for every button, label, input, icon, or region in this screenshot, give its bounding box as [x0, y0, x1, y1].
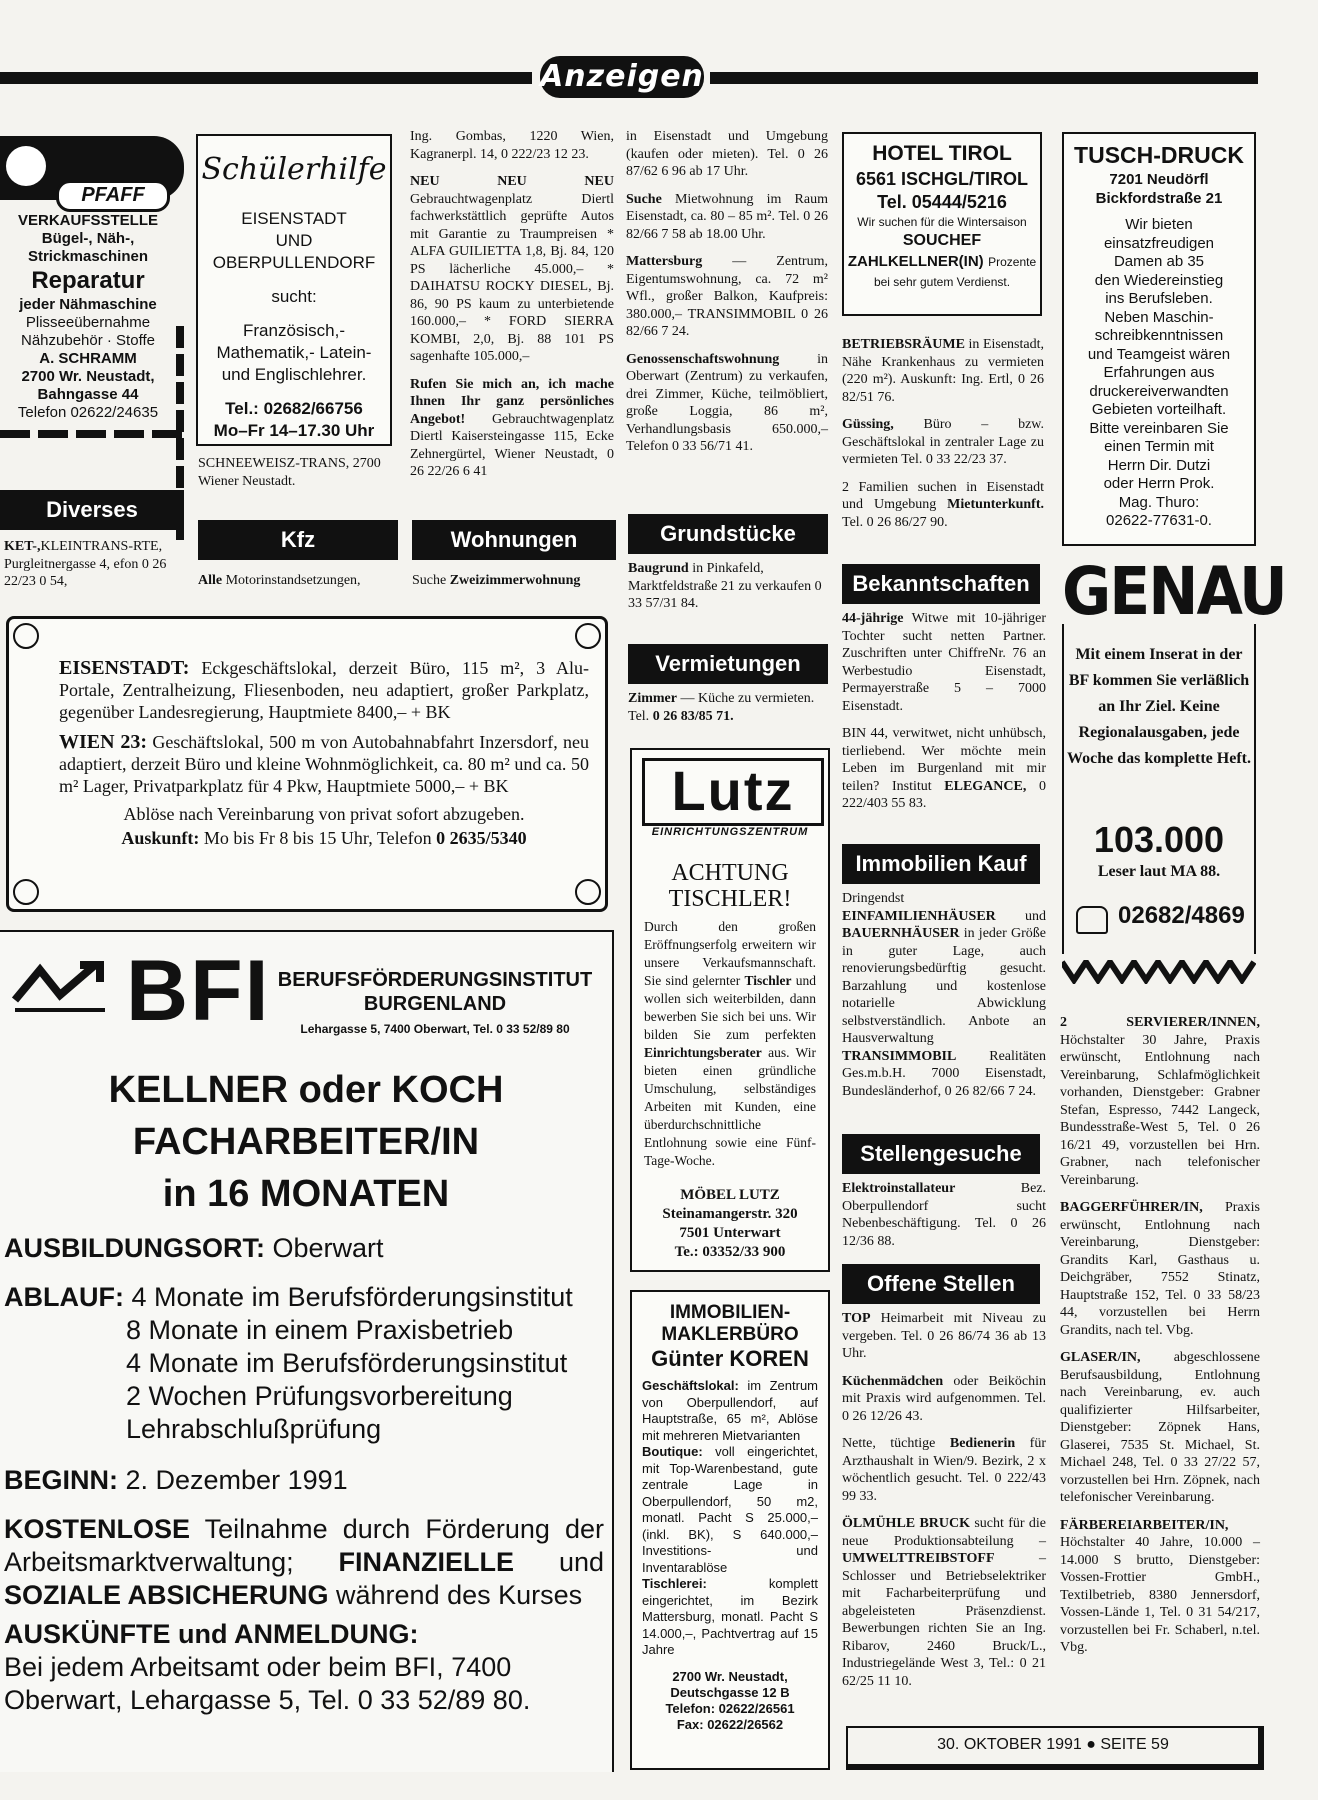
masthead-title: Anzeigen: [540, 56, 704, 98]
koren-item: Geschäftslokal: im Zentrum von Oberpullendorf, auf Hauptstraße, 65 m², Ablöse mit mehreren Mietvarianten: [642, 1378, 818, 1443]
tusch-body-line: Neben Maschin-: [1104, 308, 1214, 326]
hotel-line: SOUCHEF: [902, 232, 982, 249]
section-header-wohnungen: Wohnungen: [412, 520, 616, 560]
lutz-footer: [632, 1186, 828, 1262]
tusch-body-line: 02622-77631-0.: [1106, 512, 1212, 529]
genau-count-sub: Leser laut MA 88.: [1097, 863, 1221, 880]
hotel-line: ZAHLKELLNER(IN): [847, 253, 984, 270]
bfi-header: [270, 968, 600, 1042]
section-header-stellengesuche: Stellengesuche: [842, 1134, 1040, 1174]
col3-item: NEU NEU NEU Gebrauchtwagenplatz Diertl fachwerkstättlich geprüfte Autos mit Garantie zu Traumpreisen * ALFA GUILIETTA 1,8, Bj. 84, 120 PS lächerliche 45.000,– * DAIHATSU ROCKY DIESEL, Bj. 86, 90 PS kaum zu unterbietende 160.000,– * FORD SIERRA KOMBI, 2,0, Bj. 88 101 PS sagenhafte 105.000,–: [410, 174, 614, 364]
hotel-small: Prozente bei sehr gutem Verdienst.: [873, 255, 1037, 289]
schuelerhilfe-line: Mo–Fr 14–17.30 Uhr: [213, 421, 375, 440]
wohnungen-text: Suche Zweizimmerwohnung: [412, 573, 581, 588]
bfi-address: Lehargasse 5, 7400 Oberwart, Tel. 0 33 52/89 80: [300, 1022, 570, 1036]
col4-item: Mattersburg — Zentrum, Eigentumswohnung, ca. 72 m² Wfl., großer Balkon, Kaufpreis: 380.000,– TRANSIMMOBIL 0 26 82/66 7 24.: [626, 254, 828, 339]
hotel-line: HOTEL TIROL: [872, 142, 1012, 165]
bekanntschaften-text: [842, 610, 1046, 823]
bfi-header-line: BURGENLAND: [363, 993, 507, 1015]
lutz-footer-line: Te.: 03352/33 900: [674, 1244, 786, 1260]
col6-text: [1060, 1014, 1260, 1667]
offene-stellen-item: Nette, tüchtige Bedienerin für Arzthaushalt in Wien/9. Bezirk, 2 x wöchentlich gesucht. Tel. 0 222/43 99 33.: [842, 1436, 1046, 1504]
offene-stellen-item: TOP Heimarbeit mit Niveau zu vergeben. Tel. 0 26 86/74 36 ab 13 Uhr.: [842, 1311, 1046, 1361]
col6-item: FÄRBEREIARBEITER/IN, Höchstalter 40 Jahre, 10.000 – 14.000 S brutto, Dienstgeber: Vossen-Frottier GmbH., Textilbetrieb, 8380 Jennersdorf, Vossen-Lände 1, Tel. 0 31 54/217, vorzustellen bei Fr. Schaberl, n.tel. Vbg.: [1060, 1517, 1260, 1655]
lutz-body: Durch den großen Eröffnungserfolg erweitern wir unsere Verkaufsmannschaft. Sie sind gelernter Tischler und wollen sich weiterbilden, dann bewerben Sie sich bei uns. Wir bilden Sie zum perfekten Einrichtungsberater aus. Wir bieten einen gründliche Umschulung, selbständiges Arbeiten mit Kunden, eine überdurchschnittliche Entlohnung sowie eine Fünf-Tage-Woche.: [644, 919, 817, 1168]
koren-footer-line: 2700 Wr. Neustadt,: [672, 1668, 788, 1684]
bfi-headline-line: KELLNER oder KOCH: [108, 1069, 504, 1111]
bfi-headline-line: in 16 MONATEN: [162, 1173, 450, 1215]
genau-zigzag: [1062, 960, 1256, 984]
offene-stellen-item: ÖLMÜHLE BRUCK sucht für die neue Produktionsabteilung – UMWELTTREIBSTOFF – Schlosser und Betriebselektriker mit Facharbeiterprüfung und abgeleisteten Präsenzdienst. Bewerbungen richten Sie an Ing. Ribarov, 2460 Bruck/L., Industriegelände West 3, Tel.: 0 21 62/25 11 10.: [842, 1516, 1046, 1689]
genau-title: GENAU: [1062, 553, 1286, 631]
corner-ornament-icon: [13, 623, 39, 649]
pfaff-line: Plisseeübernahme: [25, 314, 151, 331]
hotel-line: Tel. 05444/5216: [877, 192, 1007, 212]
bfi-ablauf-line: 4 Monate im Berufsförderungsinstitut: [126, 1348, 568, 1378]
schuelerhilfe-line: Tel.: 02682/66756: [225, 399, 363, 418]
koren-footer-line: Telefon: 02622/26561: [665, 1700, 795, 1716]
tusch-body-line: Damen ab 35: [1113, 253, 1205, 270]
tusch-body-line: ins Berufsleben.: [1105, 290, 1213, 307]
lutz-head-line: TISCHLER!: [668, 886, 792, 912]
tusch-druck-ad: [1062, 132, 1256, 546]
corner-ornament-icon: [13, 879, 39, 905]
col4-text: [626, 128, 828, 466]
section-header-offene-stellen: Offene Stellen: [842, 1264, 1040, 1304]
tusch-line: Bickfordstraße 21: [1095, 190, 1223, 207]
col4-item: Suche Mietwohnung im Raum Eisenstadt, ca. 80 – 85 m². Tel. 0 26 82/66 7 58 ab 18.00 Uhr.: [626, 191, 828, 242]
pfaff-line: VERKAUFSSTELLE: [17, 212, 158, 229]
tusch-body-line: und Teamgeist wären: [1087, 345, 1231, 363]
tusch-body-line: Bitte vereinbaren Sie: [1089, 419, 1229, 437]
col5-item: BETRIEBSRÄUME in Eisenstadt, Nähe Krankenhaus zu vermieten (220 m²). Auskunft: Ing. Ertl, 0 26 82/51 76.: [842, 337, 1044, 405]
schuelerhilfe-line: sucht:: [271, 287, 317, 306]
schuelerhilfe-ad: [196, 134, 392, 446]
schuelerhilfe-line: und Englischlehrer.: [221, 365, 367, 384]
eisenstadt-p3: Ablöse nach Vereinbarung von privat sofort abzugeben.: [123, 804, 525, 824]
tusch-body-line: schreibkenntnissen: [1094, 327, 1224, 344]
col5-top-text: [842, 336, 1044, 541]
section-header-kfz: Kfz: [198, 520, 398, 560]
lutz-head-line: ACHTUNG: [671, 860, 789, 886]
kfz-text: Alle Motorinstandsetzungen,: [198, 573, 361, 588]
tusch-body-line: Mag. Thuro:: [1118, 493, 1200, 511]
genau-ad: [1062, 553, 1286, 1000]
bfi-ablauf-line: Lehrabschlußprüfung: [126, 1414, 382, 1444]
pfaff-headline: Reparatur: [31, 267, 145, 294]
col6-item: 2 SERVIERER/INNEN, Höchstalter 30 Jahre, Praxis erwünscht, Entlohnung nach Vereinbarung, Schlafmöglichkeit vorhanden, Dienstgeber: Grabner Stefan, Espresso, 7442 Langeck, Bundesstraße-West 5, Tel. 0 26 16/21 49, vorzustellen bei Hrn. Grabner, nach telefonischer Vereinbarung.: [1060, 1015, 1260, 1188]
schneeweisz-text: SCHNEEWEISZ-TRANS, 2700 Wiener Neustadt.: [198, 456, 381, 489]
bfi-auskunft-label: AUSKÜNFTE und ANMELDUNG:: [4, 1619, 419, 1649]
pfaff-line: 2700 Wr. Neustadt,: [21, 368, 155, 385]
amv-logo-svg: [10, 960, 110, 1020]
bfi-ablauf-line: 8 Monate in einem Praxisbetrieb: [126, 1315, 514, 1345]
footer-page: SEITE 59: [1100, 1736, 1169, 1753]
bekanntschaften-item: BIN 44, verwitwet, nicht unhübsch, tierliebend. Wer möchte mein Leben im Burgenland mit mir teilen? Institut ELEGANCE, 0 222/403 55 83.: [842, 726, 1047, 811]
pfaff-line: Telefon 02622/24635: [17, 404, 159, 421]
koren-head-line: IMMOBILIEN-: [669, 1302, 791, 1323]
footer-date: 30. OKTOBER 1991: [937, 1736, 1082, 1753]
pfaff-line: Bahngasse 44: [37, 386, 139, 403]
wrench-icon: [6, 146, 46, 186]
col6-item: BAGGERFÜHRER/IN, Praxis erwünscht, Entlohnung nach Vereinbarung, Dienstgeber: Grandits Karl, Gasthaus u. Deichgräber, 7552 Stinatz, Hauptstraße 152, Tel. 0 33 58/23 44, vorzustellen bei Herrn Grandits, nach tel. Vbg.: [1060, 1200, 1260, 1338]
offene-stellen-item: Küchenmädchen oder Beiköchin mit Praxis wird aufgenommen. Tel. 0 26 12/26 43.: [842, 1373, 1046, 1424]
hotel-small: Wir suchen für die Wintersaison: [857, 215, 1027, 229]
koren-item: Boutique: voll eingerichtet, mit Top-Warenbestand, gute zentrale Lage in Oberpullendorf, 50 m2, monatl. Pacht S 25.000,– (inkl. BK), S 640.000,– Investitions- und Inventarablöse: [642, 1444, 818, 1575]
col3-item: Ing. Gombas, 1220 Wien, Kagranerpl. 14, 0 222/23 12 23.: [410, 129, 614, 162]
vermietungen-text: Zimmer — Küche zu vermieten. Tel. 0 26 83/85 71.: [628, 691, 815, 724]
koren-head-line: Günter KOREN: [651, 1346, 809, 1371]
hotel-line: 6561 ISCHGL/TIROL: [855, 169, 1029, 189]
corner-ornament-icon: [575, 879, 601, 905]
section-header-immobilien-kauf: Immobilien Kauf: [842, 844, 1040, 884]
genau-count: 103.000: [1093, 819, 1225, 860]
koren-ad: [630, 1290, 830, 1770]
bfi-beginn: BEGINN: 2. Dezember 1991: [4, 1465, 348, 1495]
pfaff-text: [4, 212, 172, 422]
genau-phone: 02682/4869: [1118, 902, 1245, 929]
pfaff-line: Strickmaschinen: [27, 248, 149, 265]
schuelerhilfe-logo: Schülerhilfe: [201, 152, 387, 187]
koren-footer-line: Fax: 02622/26562: [676, 1716, 784, 1732]
eisenstadt-p2: WIEN 23: Geschäftslokal, 500 m von Autobahnabfahrt Inzersdorf, neu adaptiert, derzeit Büro und kleine Wohnmöglichkeit, ca. 80 m² und ca. 50 m² Lager, Privatparkplatz für 4 Pkw, Hauptmiete 5000,– + BK: [59, 731, 589, 796]
bfi-ad: [0, 930, 614, 1772]
offene-stellen-text: [842, 1310, 1046, 1700]
eisenstadt-p1: EISENSTADT: Eckgeschäftslokal, derzeit Büro, 115 m², 3 Alu-Portale, Zentralheizung, Fliesenboden, neu adaptiert, großer Parkplatz, gegenüber Landesregierung, Hauptmiete 8400,– + BK: [59, 657, 589, 722]
lutz-logo: Lutz: [642, 758, 824, 826]
bfi-ablauf: ABLAUF: 4 Monate im Berufsförderungsinstitut: [4, 1282, 573, 1312]
pfaff-line: A. SCHRAMM: [39, 350, 137, 367]
stellengesuche-text: Elektroinstallateur Bez. Oberpullendorf sucht Nebenbeschäftigung. Tel. 0 26 12/36 88.: [842, 1181, 1046, 1249]
bfi-kostenlos: KOSTENLOSE Teilnahme durch Förderung der Arbeitsmarktverwaltung; FINANZIELLE und SOZIALE ABSICHERUNG während des Kurses: [4, 1514, 604, 1610]
lutz-ad: [630, 748, 830, 1272]
telephone-icon: [1076, 906, 1108, 934]
tusch-body-line: oder Herrn Prok.: [1103, 475, 1215, 492]
tusch-body-line: Herrn Dir. Dutzi: [1107, 456, 1211, 474]
masthead-rule-left: [0, 72, 532, 84]
schuelerhilfe-line: OBERPULLENDORF: [212, 253, 376, 272]
bfi-auskunft-text: Bei jedem Arbeitsamt oder beim BFI, 7400 Oberwart, Lehargasse 5, Tel. 0 33 52/89 80.: [4, 1652, 531, 1715]
page-footer: [846, 1726, 1264, 1770]
tusch-body-line: einen Termin mit: [1104, 438, 1214, 455]
pfaff-line: Bügel-, Näh-,: [41, 230, 135, 247]
tusch-body-line: Gebieten vorteilhaft.: [1091, 401, 1227, 418]
col4-item: Genossenschaftswohnung in Oberwart (Zentrum) zu verkaufen, drei Zimmer, Küche, teilmöbliert, große Loggia, 86 m², Verhandlungsbasis 650.000,– Telefon 0 33 56/71 41.: [626, 351, 828, 454]
hotel-tirol-ad: [842, 132, 1042, 316]
pfaff-logo: PFAFF: [56, 180, 170, 212]
col3-text: [410, 128, 614, 491]
col3-item: Rufen Sie mich an, ich mache Ihnen Ihr ganz persönliches Angebot! Gebrauchtwagenplatz Diertl Kaisersteingasse 115, Ecke Zehnergürtel, Wiener Neustadt, 0 26 22/26 6 41: [410, 376, 614, 479]
koren-footer-line: Deutschgasse 12 B: [670, 1684, 790, 1700]
lutz-footer-line: 7501 Unterwart: [679, 1225, 781, 1241]
col5-item: Güssing, Büro – bzw. Geschäftslokal in zentraler Lage zu vermieten Tel. 0 33 22/23 37.: [842, 417, 1044, 467]
amv-logo-icon: [10, 960, 110, 1020]
section-header-bekanntschaften: Bekanntschaften: [842, 564, 1040, 604]
lutz-footer-line: Steinamangerstr. 320: [662, 1206, 798, 1222]
section-header-diverses: Diverses: [0, 490, 184, 530]
pfaff-line: jeder Nähmaschine: [19, 296, 157, 313]
lutz-footer-line: MÖBEL LUTZ: [680, 1187, 780, 1203]
schuelerhilfe-line: Mathematik,- Latein-: [216, 343, 372, 362]
bfi-headline: [0, 1064, 612, 1220]
bekanntschaften-item: 44-jährige Witwe mit 10-jähriger Tochter sucht netten Partner. Zuschriften unter ChiffreNr. 76 an Werbestudio Eisenstadt, Permayerstraße 5 – 7000 Eisenstadt.: [842, 611, 1046, 714]
footer-bullet: ●: [1086, 1736, 1096, 1753]
tusch-line: 7201 Neudörfl: [1109, 171, 1209, 188]
diverses-text: KET-,KLEINTRANS-RTE, Purgleitnergasse 4, efon 0 26 22/23 0 54,: [4, 539, 167, 589]
bfi-header-line: BERUFSFÖRDERUNGSINSTITUT: [277, 969, 593, 991]
lutz-head: [632, 860, 828, 912]
schuelerhilfe-line: EISENSTADT: [241, 209, 347, 228]
pfaff-line: Nähzubehör · Stoffe: [21, 332, 155, 349]
section-header-vermietungen: Vermietungen: [628, 644, 828, 684]
bfi-ablauf-line: 2 Wochen Prüfungsvorbereitung: [126, 1381, 513, 1411]
genau-body: Mit einem Inserat in der BF kommen Sie verläßlich an Ihr Ziel. Keine Regionalausgaben, jede Woche das komplette Heft.: [1067, 646, 1251, 767]
schuelerhilfe-line: UND: [275, 231, 313, 250]
eisenstadt-p4: Auskunft: Mo bis Fr 8 bis 15 Uhr, Telefon 0 2635/5340: [121, 828, 527, 848]
pfaff-bottom-bar: [0, 430, 184, 438]
bfi-logo: BFI: [126, 943, 271, 1039]
bfi-headline-line: FACHARBEITER/IN: [132, 1121, 480, 1163]
bfi-body: [4, 1232, 604, 1717]
section-header-grundstuecke: Grundstücke: [628, 514, 828, 554]
tusch-body-line: Wir bieten: [1125, 216, 1193, 233]
lutz-sub: EINRICHTUNGSZENTRUM: [651, 826, 809, 838]
tusch-title: TUSCH-DRUCK: [1074, 142, 1244, 168]
schuelerhilfe-line: Französisch,-: [242, 321, 346, 340]
tusch-body-line: den Wiedereinstieg: [1094, 271, 1224, 289]
bfi-ort: AUSBILDUNGSORT: Oberwart: [4, 1233, 384, 1263]
tusch-body-line: druckereiverwandten: [1089, 382, 1229, 400]
grundstuecke-text: Baugrund in Pinkafeld, Marktfeldstraße 21 zu verkaufen 0 33 57/31 84.: [628, 561, 822, 611]
eisenstadt-ad: [6, 616, 608, 912]
col6-item: GLASER/IN, abgeschlossene Berufsausbildung, Entlohnung nach Vereinbarung, ev. auch qualifizierter Hilfsarbeiter, Dienstgeber: Zöpnek Hans, Glaserei, 7535 St. Michael, St. Michael 248, Tel. 0 33 27/22 57, vorzustellen bei Hrn. Zöpnek, nach telefonischer Vereinbarung.: [1060, 1350, 1260, 1505]
pfaff-ad: [0, 130, 186, 442]
koren-head-line: MAKLERBÜRO: [661, 1324, 799, 1345]
tusch-body-line: einsatzfreudigen: [1103, 234, 1215, 252]
masthead-rule-right: [710, 72, 1258, 84]
tusch-body-line: Erfahrungen aus: [1103, 364, 1215, 381]
immobilien-kauf-text: Dringendst EINFAMILIENHÄUSER und BAUERNHÄUSER in jeder Größe in guter Lage, auch renovierungsbedürftig gesucht. Barzahlung und kostenlose notarielle Abwicklung selbstverständlich. Anbote an Hausverwaltung TRANSIMMOBIL Realitäten Ges.m.b.H. 7000 Eisenstadt, Bundesländerhof, 0 26 82/66 7 24.: [842, 891, 1046, 1099]
col5-item: 2 Familien suchen in Eisenstadt und Umgebung Mietunterkunft. Tel. 0 26 86/27 90.: [842, 479, 1044, 530]
corner-ornament-icon: [575, 623, 601, 649]
koren-item: Tischlerei: komplett eingerichtet, im Bezirk Mattersburg, monatl. Pacht S 14.000,–, Pachtvertrag auf 15 Jahre: [642, 1576, 818, 1657]
col4-item: in Eisenstadt und Umgebung (kaufen oder mieten). Tel. 0 26 87/62 6 96 ab 17 Uhr.: [626, 129, 828, 179]
